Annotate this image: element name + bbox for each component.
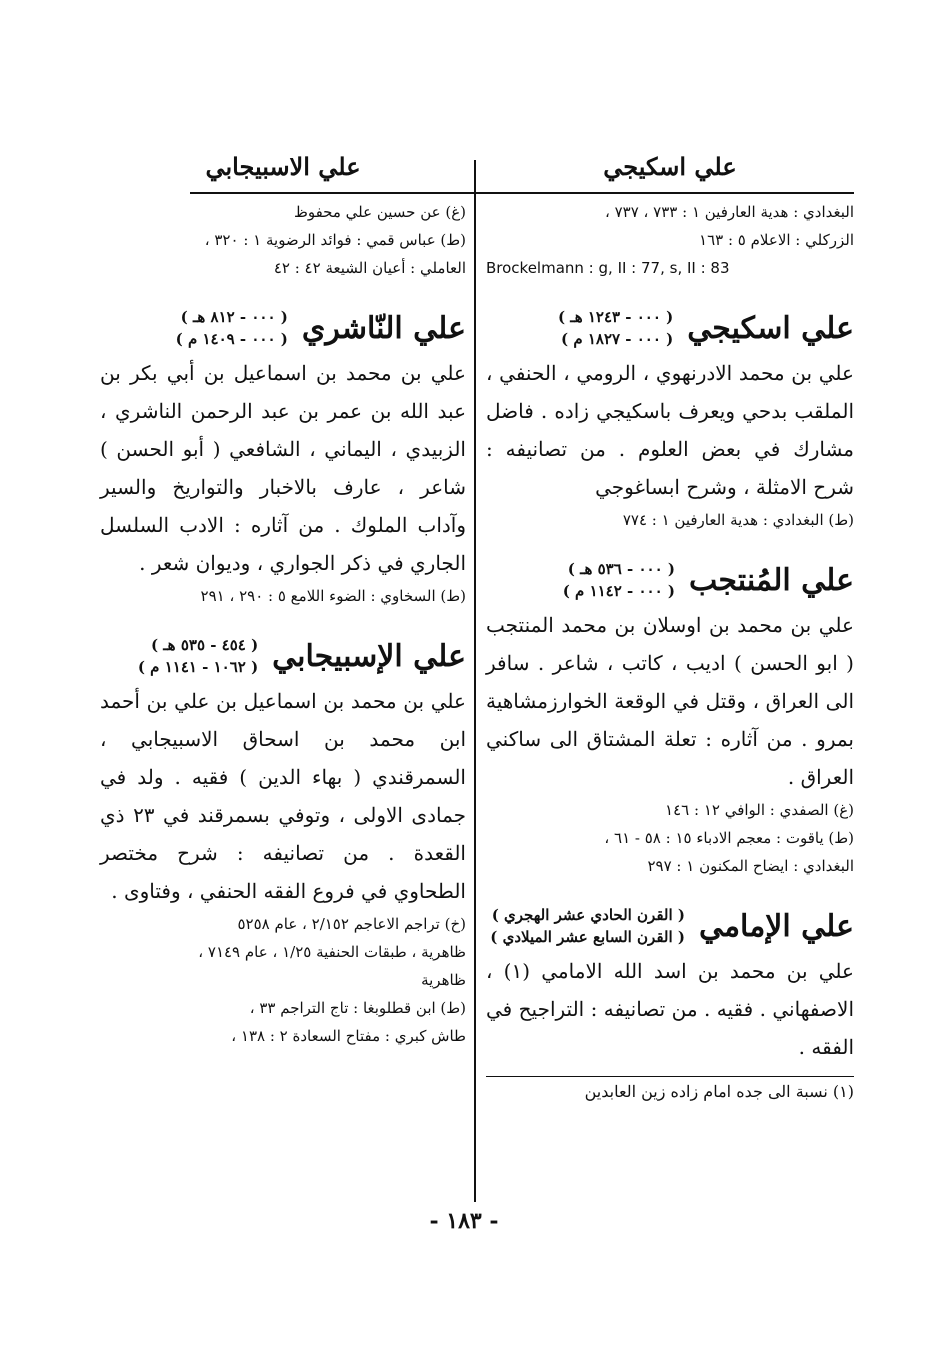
source-line: ظاهرية bbox=[421, 971, 466, 989]
source-line: البغدادي : ايضاح المكنون ١ : ٢٩٧ bbox=[647, 857, 854, 875]
hijri-dates: ( ٤٥٤ - ٥٣٥ هـ ) bbox=[150, 636, 259, 654]
entry-header bbox=[486, 306, 854, 350]
gregorian-dates: ( ١٠٦٢ - ١١٤١ م ) bbox=[137, 658, 259, 676]
source-line: الزركلي : الاعلام ٥ : ١٦٣ bbox=[699, 231, 854, 249]
source-line: (غ) عن حسين علي محفوظ bbox=[293, 203, 466, 221]
entry-text: علي بن محمد بن اسد الله الامامي (١) ، الاصفهاني . فقيه . من تصانيفه : التراجيح في الفقه . bbox=[486, 959, 854, 1059]
footnote: (١) نسبة الى جده امام زاده زين العابدين bbox=[584, 1082, 854, 1101]
hijri-dates: ( ٠٠٠ - ١٢٤٣ هـ ) bbox=[557, 308, 674, 326]
entry-text: علي بن محمد بن اسماعيل بن أبي بكر بن عبد الله بن عمر بن عبد الرحمن الناشري ، الزبيدي ، اليماني ، الشافعي ( أبو الحسن ) شاعر ، عارف بالاخبار والتواريخ والسير وآداب الملوك . من آثاره : الادب السلسل الجاري في ذكر الجواري ، وديوان شعر . bbox=[100, 361, 466, 575]
entry-text: علي بن محمد بن اسماعيل بن علي بن أحمد ابن محمد بن اسحاق الاسبيجابي ، السمرقندي ( بهاء الدين ) فقيه . ولد في جمادى الاولى ، وتوفي بسمرقند في ٢٣ ذي القعدة . من تصانيفه : شرح مختصر الطحاوي في فروع الفقه الحنفي ، وفتاوى . bbox=[100, 689, 467, 903]
century-gregorian: ( القرن السابع عشر الميلادي ) bbox=[490, 928, 685, 946]
source-line: ظاهرية ، طبقات الحنفية ١/٢٥ ، عام ٧١٤٩ ، bbox=[198, 943, 466, 961]
source-line: (ط) عباس قمي : فوائد الرضوية ١ : ٣٢٠ ، bbox=[204, 231, 466, 249]
entry-dates bbox=[176, 306, 288, 350]
page-number: - ١٨٣ - bbox=[429, 1208, 499, 1234]
left-running-head: علي الاسبيجابي bbox=[205, 152, 361, 181]
gregorian-dates: ( ٠٠٠ - ١٤٠٩ م ) bbox=[175, 330, 288, 348]
entry-header bbox=[100, 634, 466, 678]
entry-header bbox=[486, 558, 854, 602]
entry-title: علي الإسبيجابي bbox=[272, 638, 466, 674]
source-line: (ط) البغدادي : هدية العارفين ١ : ٧٧٤ bbox=[622, 511, 854, 529]
entry-text: علي بن محمد الادرنهوي ، الرومي ، الحنفي ، الملقب بدحي ويعرف باسكيجي زاده . فاضل مشارك في بعض العلوم . من تصانيفه : شرح الامثلة ، وشرح ابساغوجي bbox=[486, 361, 854, 499]
entry-text: علي بن محمد بن اوسلان بن محمد المنتجب ( ابو الحسن ) اديب ، كاتب ، شاعر . سافر الى العراق ، وقتل في الوقعة الخوارزمشاهية بمرو . من آثاره : تعلة المشتاق الى ساكني العراق . bbox=[486, 613, 854, 789]
entry-header bbox=[486, 904, 854, 948]
source-line: (ط) السخاوي : الضوء اللامع ٥ : ٢٩٠ ، ٢٩١ bbox=[200, 587, 466, 605]
source-line: البغدادي : هدية العارفين ١ : ٧٣٣ ، ٧٣٧ ، bbox=[605, 203, 854, 221]
entry-title: علي المُنتجب bbox=[688, 562, 854, 598]
entry-dates bbox=[563, 558, 675, 602]
left-column bbox=[100, 146, 466, 1050]
entry-header bbox=[100, 306, 466, 350]
hijri-dates: ( ٠٠٠ - ٥٣٦ هـ ) bbox=[567, 560, 675, 578]
source-line: طاش كبري : مفتاح السعادة ٢ : ١٣٨ ، bbox=[231, 1027, 466, 1045]
source-line: (غ) الصفدي : الوافي ١٢ : ١٤٦ bbox=[665, 801, 854, 819]
entry-title: علي النّاشري bbox=[301, 310, 466, 346]
right-column bbox=[486, 146, 854, 1107]
entry-title: علي اسكيجي bbox=[687, 310, 854, 346]
century-hijri: ( القرن الحادي عشر الهجري ) bbox=[491, 906, 685, 924]
entry-dates bbox=[558, 306, 673, 350]
source-line: (ط) ياقوت : معجم الادباء ١٥ : ٥٨ - ٦١ ، bbox=[604, 829, 854, 847]
source-line: العاملي : أعيان الشيعة ٤٢ : ٤٢ bbox=[273, 259, 466, 277]
gregorian-dates: ( ٠٠٠ - ١٨٢٧ م ) bbox=[561, 330, 674, 348]
source-line: (ط) ابن قطلوبغا : تاج التراجم ٣٣ ، bbox=[249, 999, 466, 1017]
hijri-dates: ( ٠٠٠ - ٨١٢ هـ ) bbox=[180, 308, 288, 326]
entry-dates bbox=[138, 634, 258, 678]
column-divider bbox=[474, 160, 476, 1202]
brockelmann-reference: Brockelmann : g, II : 77, s, II : 83 bbox=[486, 259, 730, 277]
entry-title: علي الإمامي bbox=[698, 908, 854, 944]
source-line: (خ) تراجم الاعاجم ٢/١٥٢ ، عام ٥٢٥٨ bbox=[237, 915, 466, 933]
gregorian-dates: ( ٠٠٠ - ١١٤٢ م ) bbox=[562, 582, 675, 600]
right-running-head: علي اسكيجي bbox=[603, 152, 737, 181]
entry-dates bbox=[490, 904, 685, 948]
